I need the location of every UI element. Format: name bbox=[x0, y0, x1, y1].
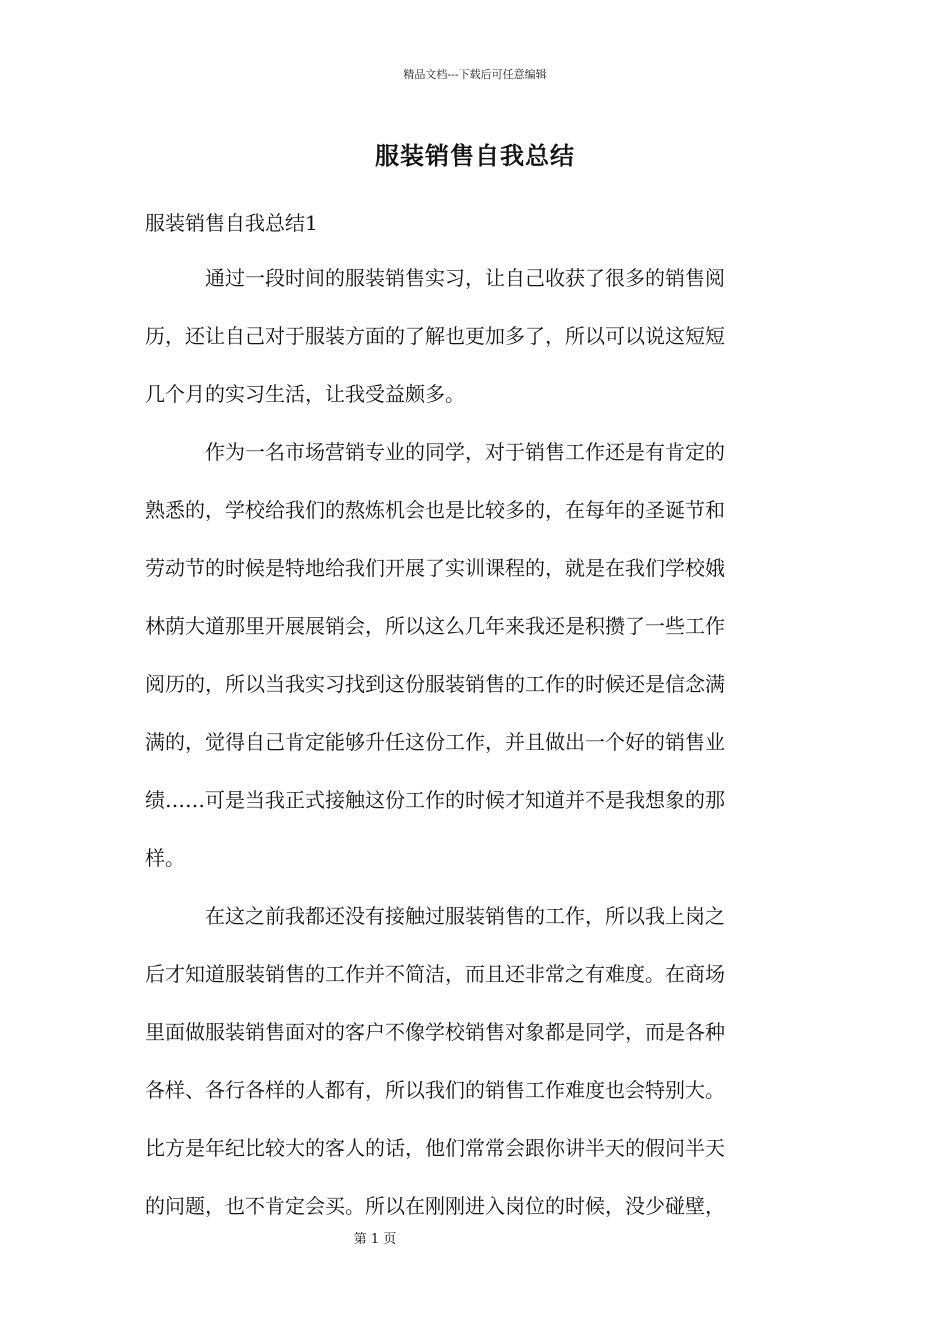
body-line: 满的，觉得自己肯定能够升任这份工作，并且做出一个好的销售业 bbox=[145, 730, 725, 754]
body-line: 林荫大道那里开展展销会，所以这么几年来我还是积攒了一些工作 bbox=[145, 614, 725, 638]
body-line: 里面做服装销售面对的客户不像学校销售对象都是同学，而是各种 bbox=[145, 1020, 725, 1044]
section-subtitle: 服装销售自我总结1 bbox=[145, 211, 318, 235]
body-line: 的问题，也不肯定会买。所以在刚刚进入岗位的时候，没少碰壁， bbox=[145, 1194, 725, 1218]
page-header bbox=[0, 66, 950, 82]
body-line: 历，还让自己对于服装方面的了解也更加多了，所以可以说这短短 bbox=[145, 324, 725, 348]
footer-suffix: 页 bbox=[383, 1232, 397, 1247]
body-line: 几个月的实习生活，让我受益颇多。 bbox=[145, 382, 465, 406]
body-line: 在这之前我都还没有接触过服装销售的工作，所以我上岗之 bbox=[145, 904, 725, 928]
body-line: 后才知道服装销售的工作并不简洁，而且还非常之有难度。在商场 bbox=[145, 962, 725, 986]
body-line: 劳动节的时候是特地给我们开展了实训课程的，就是在我们学校娥 bbox=[145, 556, 725, 580]
footer-prefix: 第 bbox=[353, 1232, 367, 1247]
page-number: 1 bbox=[370, 1232, 380, 1247]
body-line: 绩……可是当我正式接触这份工作的时候才知道并不是我想象的那 bbox=[145, 788, 725, 812]
document-body bbox=[145, 262, 805, 1248]
body-line: 阅历的，所以当我实习找到这份服装销售的工作的时候还是信念满 bbox=[145, 672, 725, 696]
header-text: 精品文档---下载后可任意编辑 bbox=[403, 68, 547, 81]
body-line: 比方是年纪比较大的客人的话，他们常常会跟你讲半天的假问半天 bbox=[145, 1136, 725, 1160]
page-footer bbox=[0, 1228, 750, 1247]
body-line: 作为一名市场营销专业的同学，对于销售工作还是有肯定的 bbox=[145, 440, 725, 464]
document-title: 服装销售自我总结 bbox=[375, 141, 575, 170]
body-line: 样。 bbox=[145, 846, 185, 870]
body-line: 通过一段时间的服装销售实习，让自己收获了很多的销售阅 bbox=[145, 266, 725, 290]
body-line: 熟悉的，学校给我们的熬炼机会也是比较多的，在每年的圣诞节和 bbox=[145, 498, 725, 522]
body-line: 各样、各行各样的人都有，所以我们的销售工作难度也会特别大。 bbox=[145, 1078, 725, 1102]
